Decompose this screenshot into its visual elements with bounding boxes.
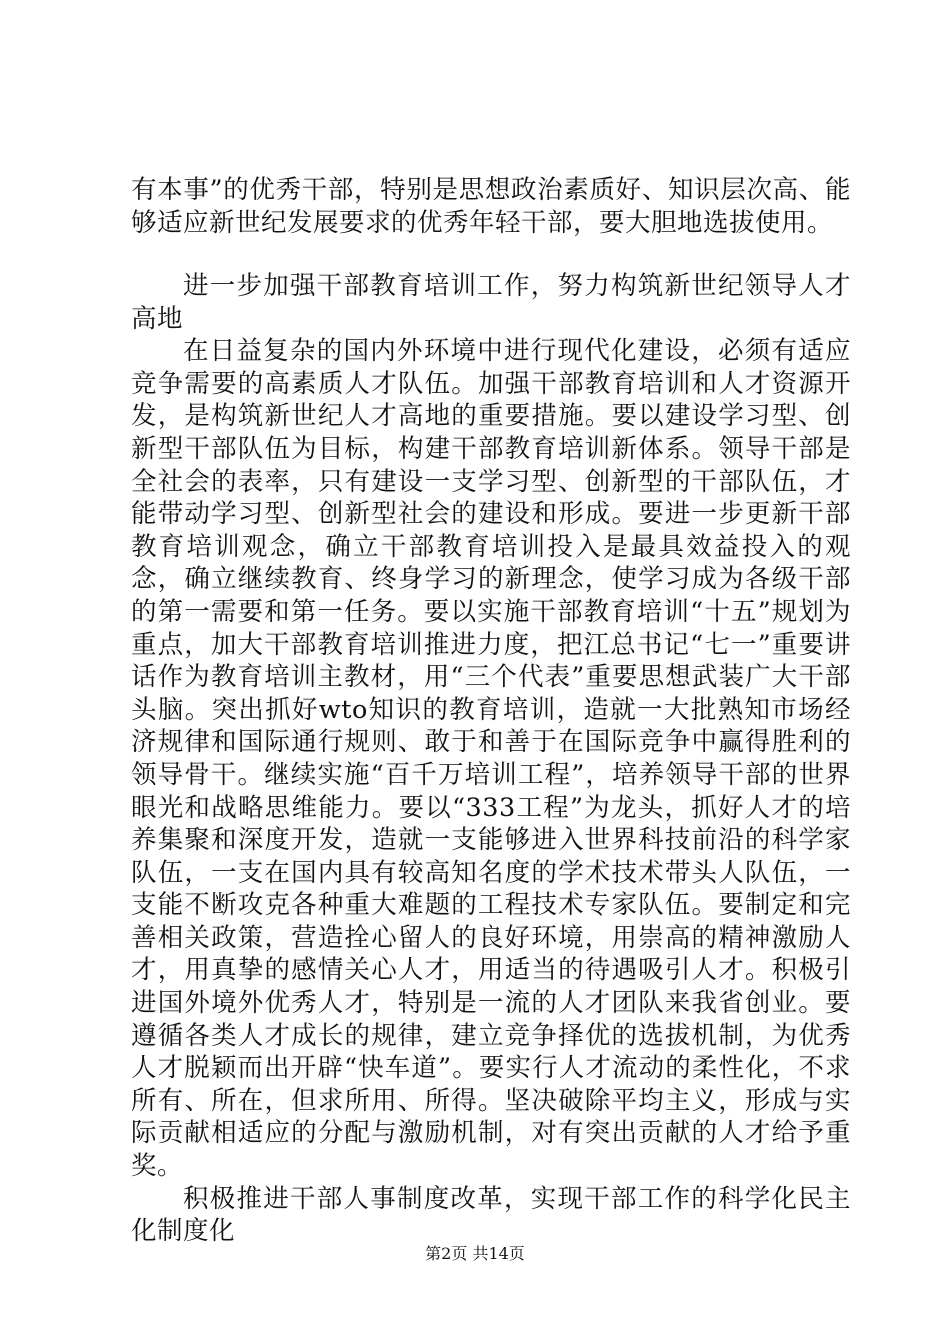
page-number-label: 第2页 共14页 [425,1244,525,1263]
continuation-paragraph: 有本事”的优秀干部，特别是思想政治素质好、知识层次高、能够适应新世纪发展要求的优秀年轻干部，要大胆地选拔使用。 [131,175,851,238]
section-heading-reform: 积极推进干部人事制度改革，实现干部工作的科学化民主化制度化 [131,1183,851,1247]
top-text-block [131,174,851,239]
body-paragraph-training: 在日益复杂的国内外环境中进行现代化建设，必须有适应竞争需要的高素质人才队伍。加强干部教育培训和人才资源开发，是构筑新世纪人才高地的重要措施。要以建设学习型、创新型干部队伍为目标，构建干部教育培训新体系。领导干部是全社会的表率，只有建设一支学习型、创新型的干部队伍，才能带动学习型、创新型社会的建设和形成。要进一步更新干部教育培训观念，确立干部教育培训投入是最具效益投入的观念，确立继续教育、终身学习的新理念，使学习成为各级干部的第一需要和第一任务。要以实施干部教育培训“十五”规划为重点，加大干部教育培训推进力度，把江总书记“七一”重要讲话作为教育培训主教材，用“三个代表”重要思想武装广大干部头脑。突出抓好wto知识的教育培训，造就一大批熟知市场经济规律和国际通行规则、敢于和善于在国际竞争中赢得胜利的领导骨干。继续实施“百千万培训工程”，培养领导干部的世界眼光和战略思维能力。要以“333工程”为龙头，抓好人才的培养集聚和深度开发，造就一支能够进入世界科技前沿的科学家队伍，一支在国内具有较高知名度的学术技术带头人队伍，一支能不断攻克各种重大难题的工程技术专家队伍。要制定和完善相关政策，营造拴心留人的良好环境，用崇高的精神激励人才，用真挚的感情关心人才，用适当的待遇吸引人才。积极引进国外境外优秀人才，特别是一流的人才团队来我省创业。要遵循各类人才成长的规律，建立竞争择优的选拔机制，为优秀人才脱颖而出开辟“快车道”。要实行人才流动的柔性化，不求所有、所在，但求所用、所得。坚决破除平均主义，形成与实际贡献相适应的分配与激励机制，对有突出贡献的人才给予重奖。 [131,336,851,1182]
section-heading-training: 进一步加强干部教育培训工作，努力构筑新世纪领导人才高地 [131,271,851,334]
page-footer [0,1244,950,1264]
main-text-block [131,270,851,1248]
